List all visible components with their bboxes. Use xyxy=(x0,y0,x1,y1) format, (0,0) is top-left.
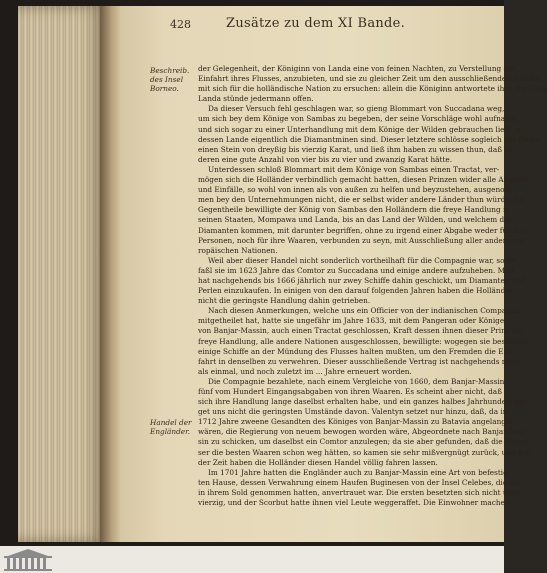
text-line: einen Stein von dreyßig bis vierzig Karat, und ließ ihm haben zu wissen thun, daß er xyxy=(198,144,513,154)
text-line: der Zeit haben die Holländer diesen Handel völlig fahren lassen. xyxy=(198,457,438,467)
text-line: seinen Staaten, Mompawa und Landa, bis an das Land der Wilden, und welchem die xyxy=(198,215,511,225)
text-line: deren eine gute Anzahl von vier bis zu vier und zwanzig Karat hätte. xyxy=(198,154,453,164)
text-line: faßl sie im 1623 Jahre das Comtor zu Succadana und einige andere aufzuheben. Man xyxy=(198,265,515,275)
text-line: und sich sogar zu einer Unterhandlung mit dem Könige der Wilden gebrauchen ließ, in xyxy=(198,124,522,134)
text-line: fünf vom Hundert Eingangsabgaben von ihren Waaren. Es scheint aber nicht, daß xyxy=(198,387,502,396)
running-title: Zusätze zu dem XI Bande. xyxy=(226,16,406,31)
margin-note-handel xyxy=(150,418,202,436)
text-line: in ihrem Sold genommen hatten, anvertrauet war. Die ersten besetzten sich nicht über xyxy=(198,487,521,497)
text-line: hat nachgehends bis 1666 jährlich nur zwey Schiffe dahin geschickt, um Diamanten und xyxy=(198,275,526,285)
text-line: sin zu schicken, um daselbst ein Comtor anzulegen; da sie aber gefunden, daß die Chine- xyxy=(198,437,530,447)
text-line: Da dieser Versuch fehl geschlagen war, so gieng Blommart von Succadana weg, xyxy=(208,104,505,114)
text-line: sich ihre Handlung lange daselbst erhalten habe, und ein ganzes halbes Jahrhundert gin- xyxy=(198,397,529,407)
margin-note-line: Beschreib. xyxy=(150,66,190,75)
text-line: fahrt in denselben zu verwehren. Dieser ausschließende Vertrag ist nachgehends mehr xyxy=(198,356,522,366)
page-header xyxy=(170,16,500,36)
library-building-icon xyxy=(2,548,54,572)
text-line: vierzig, und der Scorbut hatte ihnen viel Leute weggeraffet. Die Einwohner machen xyxy=(198,498,510,508)
text-line: Unterdessen schloß Blommart mit dem Könige von Sambas einen Tractat, ver- xyxy=(208,164,500,174)
text-line: wären, die Regierung von neuem bewogen worden wäre, Abgeordnete nach Banjar-Mas- xyxy=(198,427,528,437)
text-line: Personen, noch für ihre Waaren, verbunden zu seyn, mit Ausschließung aller andern eu- xyxy=(198,235,525,245)
margin-note-line: Borneo. xyxy=(150,84,179,93)
margin-note-line: des Insel xyxy=(150,75,184,84)
page-number: 428 xyxy=(170,18,191,31)
margin-note-line: Engländer. xyxy=(150,427,191,436)
text-line: men bey den Unternehmungen nicht, die er selbst wider andere Länder thun würde. Im xyxy=(198,195,524,205)
text-line: Landa stünde jedermann offen. xyxy=(198,94,314,104)
text-line: freye Handlung, alle andere Nationen ausgeschlossen, bewilligte: wogegen sie beständig xyxy=(198,336,529,346)
text-line: ten Hause, dessen Verwahrung einem Haufen Buginesen von der Insel Celebes, die sie xyxy=(198,477,520,487)
text-line: Nach diesen Anmerkungen, welche uns ein Officier von der indianischen Compagnie xyxy=(208,306,523,316)
book-page-edges xyxy=(18,6,106,542)
body-text xyxy=(198,64,547,536)
text-line: ser die besten Waaren schon weg hätten, so kamen sie sehr mißvergnügt zurück, und seit xyxy=(198,447,532,457)
text-line: um sich bey dem Könige von Sambas zu begeben, der seine Vorschläge wohl aufnahm, xyxy=(198,114,520,124)
text-line: mitgetheilet hat, hatte sie ungefähr im Jahre 1633, mit dem Pangeran oder Könige xyxy=(198,316,505,326)
text-line: Diamanten kommen, mit darunter begriffen, ohne zu irgend einer Abgabe weder für ihre xyxy=(198,225,528,235)
text-line: Die Compagnie bezahlete, nach einem Vergleiche von 1660, dem Banjar-Massin xyxy=(208,376,505,386)
margin-note-beschreib xyxy=(150,66,202,93)
text-line: mit sich für die holländische Nation zu ersuchen: allein die Königinn antwortete ihm, ihr Land xyxy=(198,84,547,94)
text-line: Perlen einzukaufen. In einigen von den darauf folgenden Jahren haben die Holländer xyxy=(198,286,514,296)
text-line: der Gelegenheit, der Königinn von Landa eine von feinen Nachten, zu Verstellung der xyxy=(198,64,517,73)
text-line: nicht die geringste Handlung dahin getrieben. xyxy=(198,296,371,306)
text-line: mögen sich die Holländer verbindlich gemacht hatten, diesen Prinzen wider alle Angriffe xyxy=(198,175,529,185)
text-line: und Einfälle, so wohl von innen als von außen zu helfen und beyzustehen, ausgenom- xyxy=(198,185,514,195)
margin-note-line: Handel der xyxy=(150,418,192,427)
book-page xyxy=(120,6,547,542)
text-line: ropäischen Nationen. xyxy=(198,245,278,255)
text-line: 1712 Jahre zweene Gesandten des Königes von Banjar-Massin zu Batavia angelanget, xyxy=(198,417,516,427)
text-line: Im 1701 Jahre hatten die Engländer auch zu Banjar-Massin eine Art von befestig- xyxy=(208,467,511,477)
text-line: get uns nicht die geringsten Umstände davon. Valentyn setzet nur hinzu, daß, da im xyxy=(198,407,510,417)
margin-notes xyxy=(150,66,202,536)
book-gutter xyxy=(100,6,122,542)
text-line: Weil aber dieser Handel nicht sonderlich vortheilhaft für die Compagnie war, so be- xyxy=(208,255,519,265)
text-line: einige Schiffe an der Mündung des Flusses halten mußten, um den Fremden die Ein- xyxy=(198,346,513,356)
text-line: als einmal, und noch zuletzt im ... Jahre erneuert worden. xyxy=(198,366,412,376)
text-line: Einfahrt ihres Flusses, anzubieten, und sie zu gleicher Zeit um den ausschließenden Handel xyxy=(198,74,540,84)
text-line: Gegentheile bewilligte der König von Sambas den Holländern die freye Handlung in xyxy=(198,205,510,215)
footer-band xyxy=(0,546,504,573)
text-line: dessen Lande eigentlich die Diamantminen sind. Dieser letztere schlösse sogleich zur Probe xyxy=(198,134,541,144)
text-line: von Banjar-Massin, auch einen Tractat geschlossen, Kraft dessen ihnen dieser Prinz die xyxy=(198,326,524,336)
